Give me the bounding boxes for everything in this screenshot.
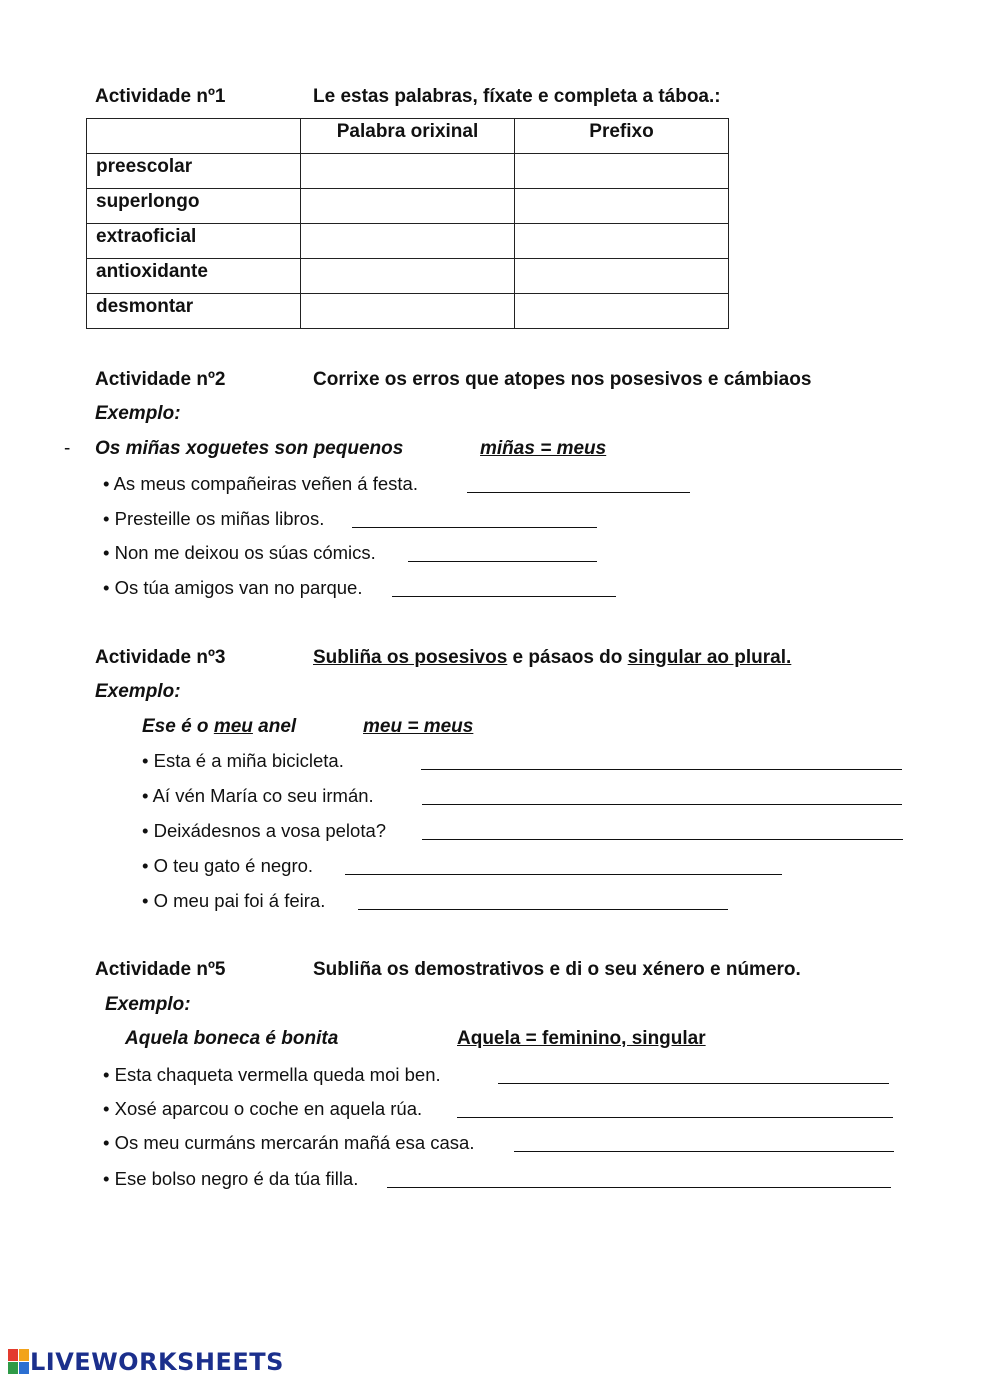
- answer-line-input[interactable]: [514, 1134, 894, 1152]
- instruction-part: e pásaos do: [507, 647, 628, 668]
- table-row: [87, 294, 729, 329]
- list-item: [103, 542, 376, 564]
- example-dash: -: [64, 438, 71, 459]
- table-word-cell: desmontar: [87, 294, 301, 329]
- list-item: [142, 750, 344, 772]
- answer-line-input[interactable]: [345, 857, 782, 875]
- table-row: [87, 224, 729, 259]
- activity-3-instruction: [313, 647, 791, 669]
- original-word-input[interactable]: [301, 154, 515, 189]
- item-text: • Deixádesnos a vosa pelota?: [142, 820, 387, 841]
- answer-line-input[interactable]: [422, 822, 903, 840]
- list-item: [142, 890, 325, 912]
- answer-line-input[interactable]: [387, 1170, 891, 1188]
- original-word-input[interactable]: [301, 189, 515, 224]
- answer-line-input[interactable]: [352, 510, 597, 528]
- list-item: [103, 1064, 441, 1086]
- table-word-cell: extraoficial: [87, 224, 301, 259]
- original-word-input[interactable]: [301, 224, 515, 259]
- item-text: • O meu pai foi á feira.: [142, 890, 326, 911]
- activity-3-label: Actividade nº3: [95, 647, 226, 668]
- prefix-input[interactable]: [515, 259, 729, 294]
- answer-line-input[interactable]: [408, 544, 597, 562]
- answer-line-input[interactable]: [422, 787, 902, 805]
- activity-1-instruction: Le estas palabras, fíxate e completa a táboa.:: [313, 86, 721, 107]
- item-text: • O teu gato é negro.: [142, 855, 314, 876]
- answer-line-input[interactable]: [358, 892, 728, 910]
- footer-logo[interactable]: [8, 1348, 284, 1376]
- item-text: • As meus compañeiras veñen á festa.: [103, 473, 418, 494]
- list-item: [142, 855, 313, 877]
- answer-line-input[interactable]: [467, 475, 690, 493]
- table-row: [87, 154, 729, 189]
- activity-2-example-answer: miñas = meus: [480, 438, 607, 459]
- activity-5-example-sentence: Aquela boneca é bonita: [125, 1028, 339, 1049]
- table-word-cell: superlongo: [87, 189, 301, 224]
- original-word-input[interactable]: [301, 294, 515, 329]
- activity-1-label: Actividade nº1: [95, 86, 226, 107]
- table-header-row: [87, 119, 729, 154]
- list-item: [103, 1132, 474, 1154]
- answer-line-input[interactable]: [421, 752, 902, 770]
- item-text: • Esta chaqueta vermella queda moi ben.: [103, 1064, 441, 1085]
- list-item: [103, 1168, 358, 1190]
- example-text: Ese é o: [142, 716, 214, 737]
- activity-5-label: Actividade nº5: [95, 959, 226, 980]
- instruction-underlined-part: singular ao plural: [627, 647, 787, 668]
- table-word-cell: antioxidante: [87, 259, 301, 294]
- prefix-input[interactable]: [515, 189, 729, 224]
- table-header-cell: [87, 119, 301, 154]
- list-item: [103, 473, 418, 495]
- item-text: • Xosé aparcou o coche en aquela rúa.: [103, 1098, 423, 1119]
- example-text: anel: [252, 716, 297, 737]
- activity-2-example-sentence: Os miñas xoguetes son pequenos: [95, 438, 404, 459]
- table-row: [87, 189, 729, 224]
- prefix-table: [86, 118, 729, 329]
- answer-line-input[interactable]: [498, 1066, 889, 1084]
- instruction-part: .: [786, 647, 792, 668]
- item-text: • Os meu curmáns mercarán mañá esa casa.: [103, 1132, 475, 1153]
- activity-3-example-label: Exemplo:: [95, 681, 181, 702]
- table-word-cell: preescolar: [87, 154, 301, 189]
- activity-2-example-label: Exemplo:: [95, 403, 181, 424]
- activity-2-label: Actividade nº2: [95, 369, 226, 390]
- brand-name: LIVEWORKSHEETS: [30, 1348, 284, 1376]
- list-item: [103, 508, 324, 530]
- list-item: [142, 820, 386, 842]
- liveworksheets-logo-icon: [8, 1349, 30, 1375]
- activity-5-example-label: Exemplo:: [105, 994, 191, 1015]
- list-item: [103, 577, 362, 599]
- activity-3-example-sentence: [142, 716, 296, 738]
- activity-5-example-answer: Aquela = feminino, singular: [457, 1028, 706, 1049]
- prefix-input[interactable]: [515, 224, 729, 259]
- table-header-cell: Palabra orixinal: [301, 119, 515, 154]
- activity-5-instruction: Subliña os demostrativos e di o seu xénero e número.: [313, 959, 801, 980]
- table-row: [87, 259, 729, 294]
- item-text: • Presteille os miñas libros.: [103, 508, 325, 529]
- original-word-input[interactable]: [301, 259, 515, 294]
- activity-2-instruction: Corrixe os erros que atopes nos posesivos e cámbiaos: [313, 369, 812, 390]
- answer-line-input[interactable]: [392, 579, 616, 597]
- answer-line-input[interactable]: [457, 1100, 893, 1118]
- activity-3-example-answer: meu = meus: [363, 716, 474, 737]
- item-text: • Aí vén María co seu irmán.: [142, 785, 374, 806]
- item-text: • Non me deixou os súas cómics.: [103, 542, 376, 563]
- example-possessive: meu: [213, 716, 253, 737]
- table-header-cell: Prefixo: [515, 119, 729, 154]
- list-item: [142, 785, 374, 807]
- instruction-underlined-part: Subliña os posesivos: [313, 647, 508, 668]
- prefix-input[interactable]: [515, 294, 729, 329]
- prefix-input[interactable]: [515, 154, 729, 189]
- item-text: • Ese bolso negro é da túa filla.: [103, 1168, 359, 1189]
- list-item: [103, 1098, 422, 1120]
- item-text: • Esta é a miña bicicleta.: [142, 750, 344, 771]
- item-text: • Os túa amigos van no parque.: [103, 577, 363, 598]
